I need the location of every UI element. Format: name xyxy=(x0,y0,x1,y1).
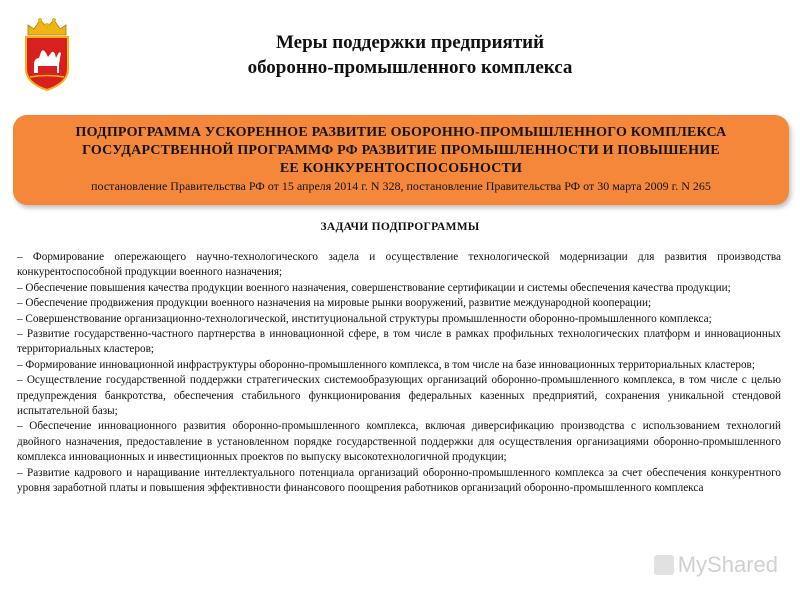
task-item: – Обеспечение продвижения продукции военного назначения на мировые рынки вооружений, развитие международной кооперации; xyxy=(17,297,652,310)
task-item: – Формирование опережающего научно-технологического задела и осуществление технологической модернизации для развития производства конкурентоспособной продукции военного назначения; xyxy=(17,251,781,279)
page-title xyxy=(0,30,800,80)
banner-title-line-3: ЕЕ КОНКУРЕНТОСПОСОБНОСТИ xyxy=(279,161,523,176)
subprogram-banner xyxy=(13,115,789,205)
task-item: – Осуществление государственной поддержки стратегических системообразующих организаций оборонно-промышленного комплекса, в том числе с целью предупреждения банкротства, обеспечения стабильного функционирования федеральных казенных предприятий, сохранения уникальной стендовой испытательной базы; xyxy=(17,374,781,418)
banner-subtitle: постановление Правительства РФ от 15 апреля 2014 г. N 328, постановление Правительства РФ от 30 марта 2009 г. N 265 xyxy=(91,179,711,193)
task-item: – Обеспечение повышения качества продукции военного назначения, совершенствование сертификации и системы обеспечения качества продукции; xyxy=(17,281,731,294)
page-title-line-2: оборонно-промышленного комплекса xyxy=(247,57,573,78)
task-item: – Развитие государственно-частного партнерства в инновационной сфере, в том числе в рамках профильных технологических платформ и инновационных территориальных кластеров; xyxy=(17,328,781,356)
task-item: – Формирование инновационной инфраструктуры оборонно-промышленного комплекса, в том числе на базе инновационных территориальных кластеров; xyxy=(17,358,755,371)
banner-title xyxy=(13,115,789,178)
page-title-line-1: Меры поддержки предприятий xyxy=(275,32,545,53)
myshared-logo-icon xyxy=(654,555,674,575)
task-item: – Обеспечение инновационного развития оборонно-промышленного комплекса, включая диверсификацию производства с использованием технологий двойного назначения, предоставление в установленном порядке государственной поддержки для осуществления организациями оборонно-промышленного комплекса инновационных и инвестиционных проектов по выпуску высокотехнологичной продукции; xyxy=(17,420,781,464)
banner-title-line-1: ПОДПРОГРАММА УСКОРЕННОЕ РАЗВИТИЕ ОБОРОННО-ПРОМЫШЛЕННОГО КОМПЛЕКСА xyxy=(75,125,727,140)
banner-title-line-2: ГОСУДАРСТВЕННОЙ ПРОГРАММФ РФ РАЗВИТИЕ ПРОМЫШЛЕННОСТИ И ПОВЫШЕНИЕ xyxy=(82,143,720,158)
watermark-text: MyShared xyxy=(677,552,778,577)
watermark xyxy=(654,552,778,578)
tasks-list xyxy=(17,250,781,497)
task-item: – Совершенствование организационно-технологической, институциональной структуры промышленности оборонно-промышленного комплекса; xyxy=(17,312,712,325)
tasks-heading: ЗАДАЧИ ПОДПРОГРАММЫ xyxy=(320,221,480,233)
task-item: – Развитие кадрового и наращивание интеллектуального потенциала организаций оборонно-промышленного комплекса за счет обеспечения конкурентного уровня заработной платы и повышения эффективности финансового поощрения работников организаций оборонно-промышленного комплекса xyxy=(17,466,781,495)
